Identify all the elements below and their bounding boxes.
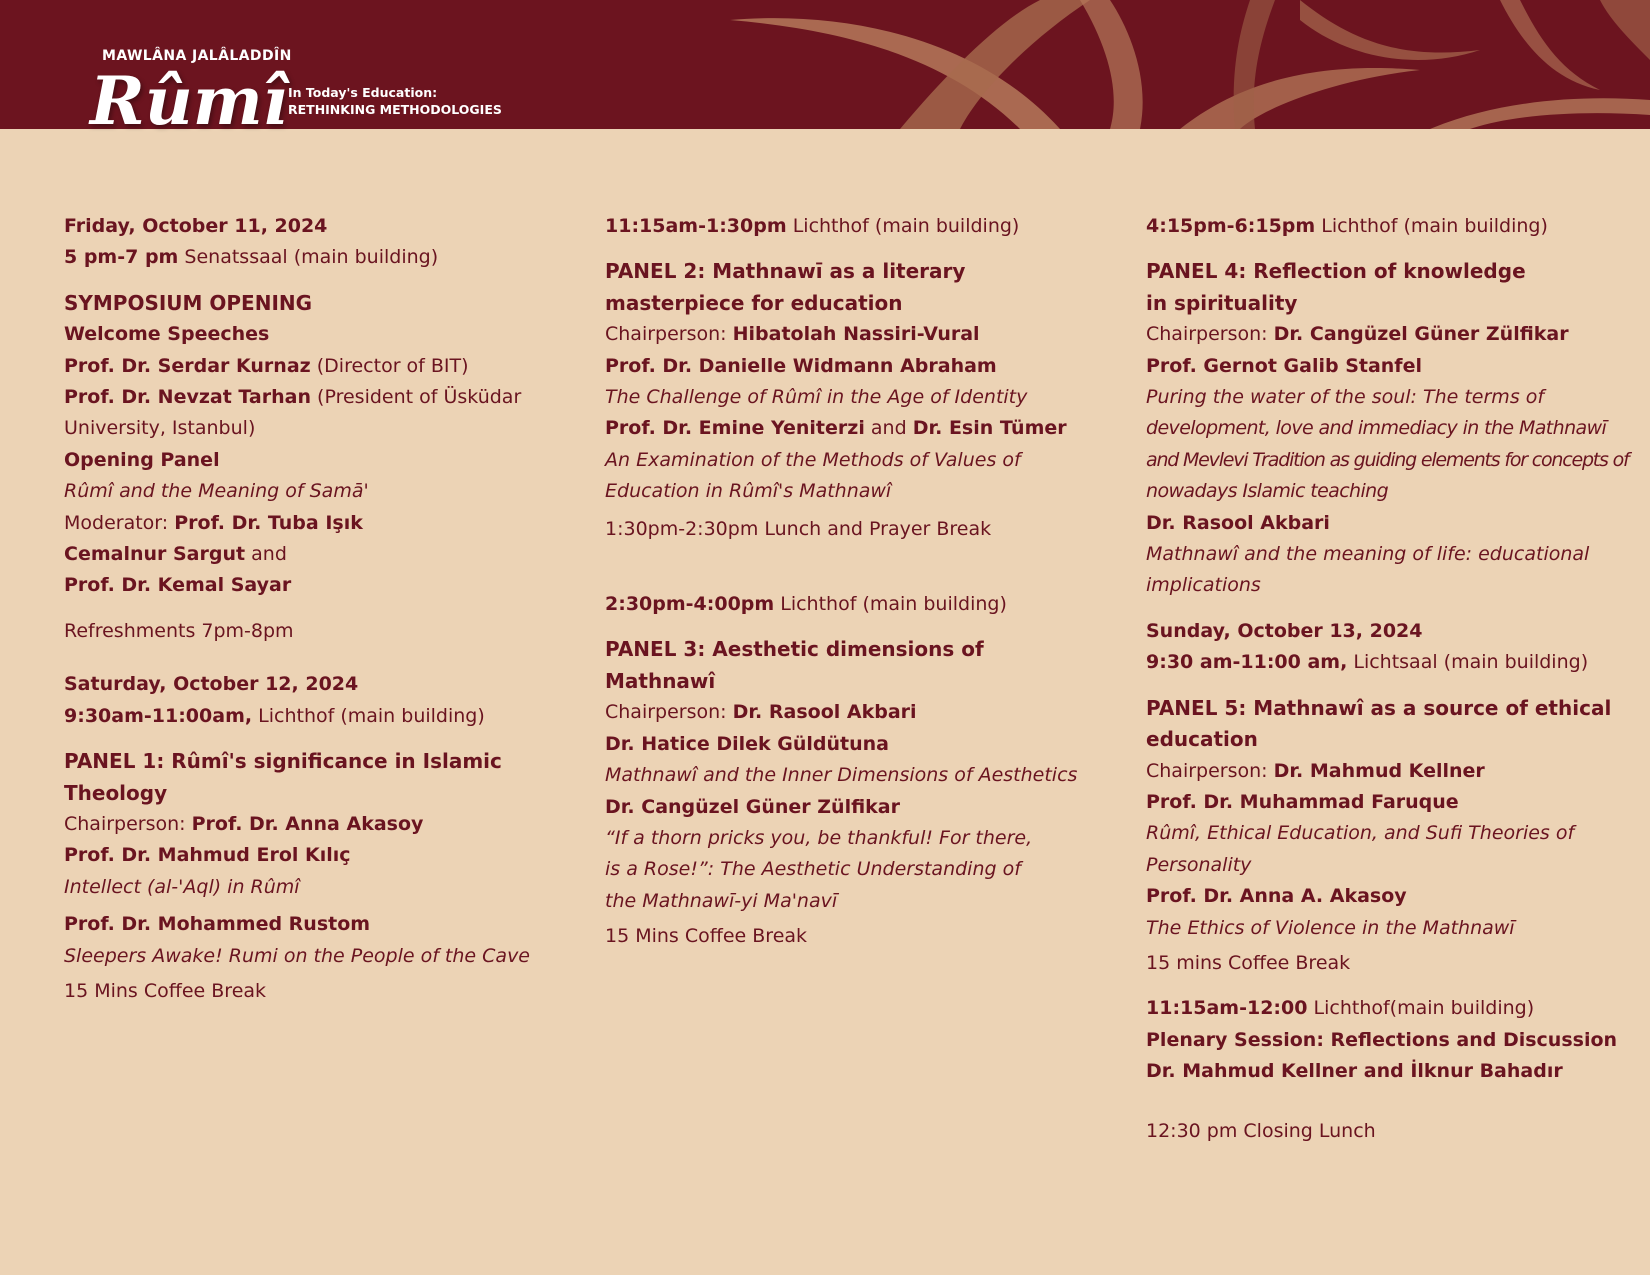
break-item: 15 Mins Coffee Break	[64, 979, 267, 1002]
break-item: 1:30pm-2:30pm Lunch and Prayer Break	[605, 517, 992, 540]
talk-title: Intellect (al-'Aql) in Rûmî	[64, 875, 300, 898]
talk-title: Puring the water of the soul: The terms of	[1146, 386, 1545, 409]
schedule-column-3	[1146, 211, 1646, 1147]
speaker: Prof. Dr. Nevzat Tarhan (President of Üsküdar	[64, 386, 522, 409]
panel-title: PANEL 1: Rûmî's significance in Islamic	[64, 749, 502, 774]
speaker-role: University, Istanbul)	[64, 417, 256, 440]
logo-tagline	[288, 84, 502, 118]
talk-title: An Examination of the Methods of Values of	[605, 448, 1021, 471]
speaker: Prof. Dr. Mahmud Erol Kılıç	[64, 844, 351, 867]
speaker: Prof. Dr. Kemal Sayar	[64, 574, 292, 597]
talk-title: Sleepers Awake! Rumi on the People of the Cave	[64, 944, 531, 967]
talk-title: is a Rose!”: The Aesthetic Understanding of	[605, 858, 1021, 881]
chairperson: Chairperson: Prof. Dr. Anna Akasoy	[64, 812, 424, 835]
speaker: Prof. Dr. Mohammed Rustom	[64, 913, 371, 936]
talk-title: Rûmî and the Meaning of Samā'	[64, 480, 369, 503]
session-time: 11:15am-1:30pm Lichthof (main building)	[605, 215, 1020, 237]
session-time: 5 pm-7 pm Senatssaal (main building)	[64, 246, 439, 269]
speaker: Dr. Cangüzel Güner Zülfikar	[605, 795, 901, 818]
talk-title: Rûmî, Ethical Education, and Sufi Theories of	[1146, 822, 1575, 845]
day-date: Sunday, October 13, 2024	[1146, 619, 1423, 642]
plenary-speakers: Dr. Mahmud Kellner and İlknur Bahadır	[1146, 1060, 1563, 1083]
break-item: Refreshments 7pm-8pm	[64, 619, 294, 642]
session-time: 2:30pm-4:00pm Lichthof (main building)	[605, 593, 1007, 616]
session-time: 9:30am-11:00am, Lichthof (main building)	[64, 704, 485, 727]
panel-title: in spirituality	[1146, 290, 1298, 315]
session-title: SYMPOSIUM OPENING	[64, 290, 313, 315]
talk-title: nowadays Islamic teaching	[1146, 480, 1389, 503]
speaker: Dr. Hatice Dilek Güldütuna	[605, 732, 889, 755]
plenary-title: Plenary Session: Reflections and Discussion	[1146, 1028, 1618, 1051]
talk-title: implications	[1146, 574, 1261, 597]
talk-title: the Mathnawī-yi Ma'navī	[605, 889, 838, 912]
schedule-column-2	[605, 211, 1085, 953]
panel-title: PANEL 2: Mathnawī as a literary	[605, 259, 966, 284]
agenda-item: Welcome Speeches	[64, 323, 270, 346]
talk-title: “If a thorn pricks you, be thankful! For there,	[605, 826, 1033, 849]
panel-title: education	[1146, 727, 1258, 752]
session-time: 4:15pm-6:15pm Lichthof (main building)	[1146, 215, 1548, 237]
closing-item: 12:30 pm Closing Lunch	[1146, 1119, 1376, 1142]
talk-title: Mathnawî and the meaning of life: educational	[1146, 543, 1590, 566]
session-time: 11:15am-12:00 Lichthof(main building)	[1146, 997, 1535, 1020]
talk-title: development, love and immediacy in the Mathnawī	[1146, 417, 1607, 440]
break-item: 15 Mins Coffee Break	[605, 925, 808, 948]
rumi-logo	[88, 44, 518, 174]
speaker: Cemalnur Sargut and	[64, 543, 287, 566]
talk-title: Education in Rûmî's Mathnawî	[605, 480, 892, 503]
day-date: Saturday, October 12, 2024	[64, 673, 359, 696]
break-item: 15 mins Coffee Break	[1146, 951, 1351, 974]
speaker: Prof. Dr. Danielle Widmann Abraham	[605, 354, 997, 377]
panel-title: PANEL 4: Reflection of knowledge	[1146, 259, 1526, 284]
speaker: Prof. Gernot Galib Stanfel	[1146, 354, 1422, 377]
tagline-line1: In Today's Education:	[288, 85, 438, 100]
tagline-line2: RETHINKING METHODOLOGIES	[288, 102, 502, 117]
speaker: Prof. Dr. Anna A. Akasoy	[1146, 885, 1407, 908]
talk-title: Personality	[1146, 853, 1252, 876]
talk-title: The Challenge of Rûmî in the Age of Identity	[605, 386, 1028, 409]
logo-script-title: Rûmî	[90, 62, 288, 140]
speaker: Prof. Dr. Muhammad Faruque	[1146, 790, 1459, 813]
panel-title: PANEL 3: Aesthetic dimensions of	[605, 637, 984, 662]
logo-name-small: MAWLÂNA JALÂLADDÎN	[102, 48, 292, 64]
moderator: Moderator: Prof. Dr. Tuba Işık	[64, 511, 363, 534]
session-time: 9:30 am-11:00 am, Lichtsaal (main building)	[1146, 651, 1589, 674]
day-date: Friday, October 11, 2024	[64, 215, 328, 237]
talk-title: The Ethics of Violence in the Mathnawī	[1146, 916, 1515, 939]
speaker: Prof. Dr. Serdar Kurnaz (Director of BIT)	[64, 354, 469, 377]
panel-title: Mathnawî	[605, 668, 716, 693]
schedule-column-1	[64, 211, 544, 1007]
panel-title: Theology	[64, 780, 168, 805]
panel-title: masterpiece for education	[605, 290, 903, 315]
speaker: Dr. Rasool Akbari	[1146, 511, 1330, 534]
chairperson: Chairperson: Dr. Mahmud Kellner	[1146, 759, 1485, 782]
talk-title: Mathnawî and the Inner Dimensions of Aesthetics	[605, 764, 1078, 787]
speaker: Prof. Dr. Emine Yeniterzi and Dr. Esin Tümer	[605, 417, 1067, 440]
chairperson: Chairperson: Hibatolah Nassiri-Vural	[605, 323, 980, 346]
talk-title: and Mevlevi Tradition as guiding elements for concepts of	[1146, 448, 1629, 471]
panel-title: PANEL 5: Mathnawî as a source of ethical	[1146, 695, 1612, 720]
chairperson: Chairperson: Dr. Cangüzel Güner Zülfikar	[1146, 323, 1569, 346]
chairperson: Chairperson: Dr. Rasool Akbari	[605, 701, 917, 724]
agenda-item: Opening Panel	[64, 448, 220, 471]
